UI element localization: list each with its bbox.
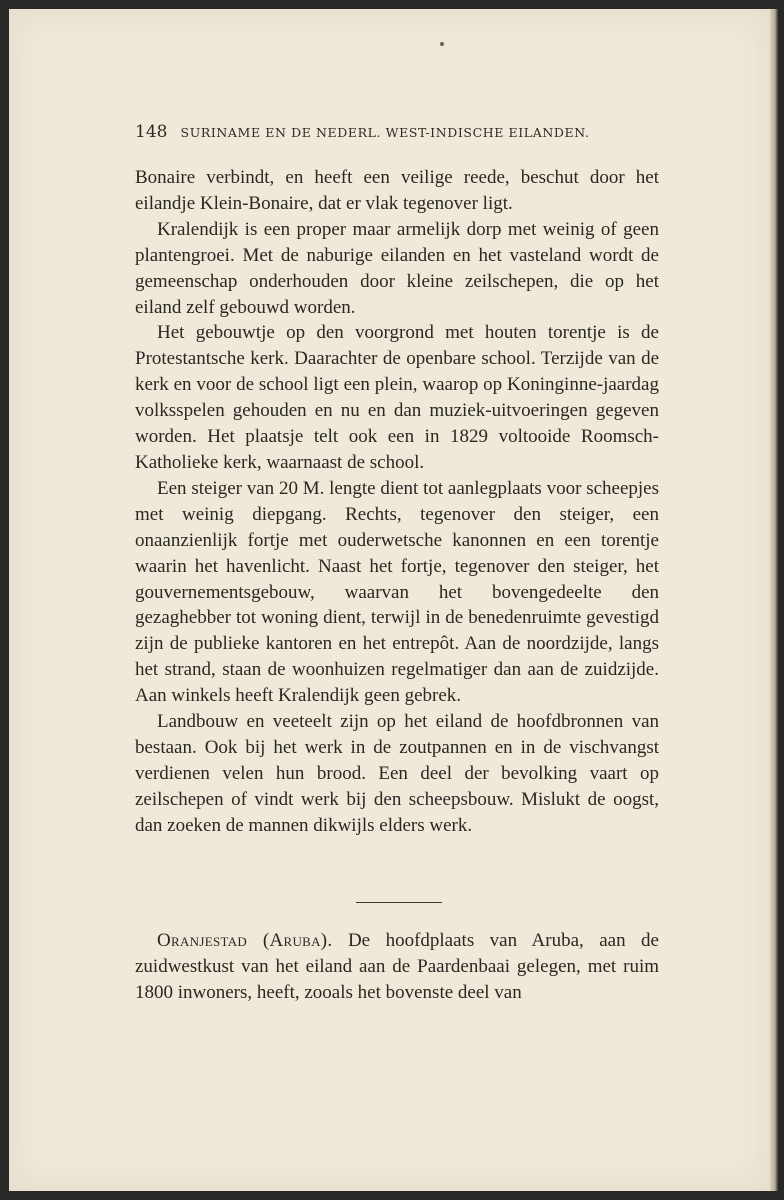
paper-speck xyxy=(440,42,444,46)
paragraph: Landbouw en veeteelt zijn op het eiland de hoofdbronnen van bestaan. Ook bij het werk in de zoutpannen en in de vischvangst verdienen velen hun brood. Een deel der bevolking vaart op zeilschepen of vindt werk bij den scheepsbouw. Mislukt de oogst, dan zoeken de mannen dikwijls elders werk. xyxy=(135,711,659,836)
next-section-paragraph xyxy=(135,928,659,1006)
paragraph: Kralendijk is een proper maar armelijk dorp met weinig of geen plantengroei. Met de naburige eilanden en het vasteland wordt de gemeenschap onderhouden door kleine zeilschepen, die op het eiland zelf gebouwd worden. xyxy=(135,218,659,318)
section-text: De hoofdplaats van Aruba, aan de zuidwestkust van het eiland aan de Paardenbaai gelegen, met ruim 1800 inwoners, heeft, zooals het bovenste deel van xyxy=(135,930,659,1003)
paragraph: Het gebouwtje op den voorgrond met houten torentje is de Protestantsche kerk. Daarachter de openbare school. Terzijde van de kerk en voor de school ligt een plein, waarop op Koninginne-jaardag volksspelen gehouden en nu en dan muziek-uitvoeringen gegeven worden. Het plaatsje telt ook een in 1829 voltooide Roomsch-Katholieke kerk, waarnaast de school. xyxy=(135,322,659,473)
page-number: 148 xyxy=(135,122,168,142)
running-title: SURINAME EN DE NEDERL. WEST-INDISCHE EILANDEN. xyxy=(180,125,590,140)
running-head xyxy=(135,122,675,142)
next-section xyxy=(135,928,659,1006)
section-divider xyxy=(356,902,442,903)
page-edge-shadow xyxy=(770,9,778,1191)
section-heading: Oranjestad (Aruba). xyxy=(157,930,333,951)
paragraph: Een steiger van 20 M. lengte dient tot aanlegplaats voor scheepjes met weinig diepgang. Rechts, tegenover den steiger, een onaanzienlijk fortje met ouderwetsche kanonnen en een torentje waarin het havenlicht. Naast het fortje, tegenover den steiger, het gouvernementsgebouw, waarvan het bovengedeelte den gezaghebber tot woning dient, terwijl in de benedenruimte gevestigd zijn de publieke kantoren en het entrepôt. Aan de noordzijde, langs het strand, staan de woonhuizen regelmatiger dan aan de zuidzijde. Aan winkels heeft Kralendijk geen gebrek. xyxy=(135,477,659,707)
body-text xyxy=(135,165,659,839)
paragraph: Bonaire verbindt, en heeft een veilige reede, beschut door het eilandje Klein-Bonaire, dat er vlak tegenover ligt. xyxy=(135,167,659,214)
